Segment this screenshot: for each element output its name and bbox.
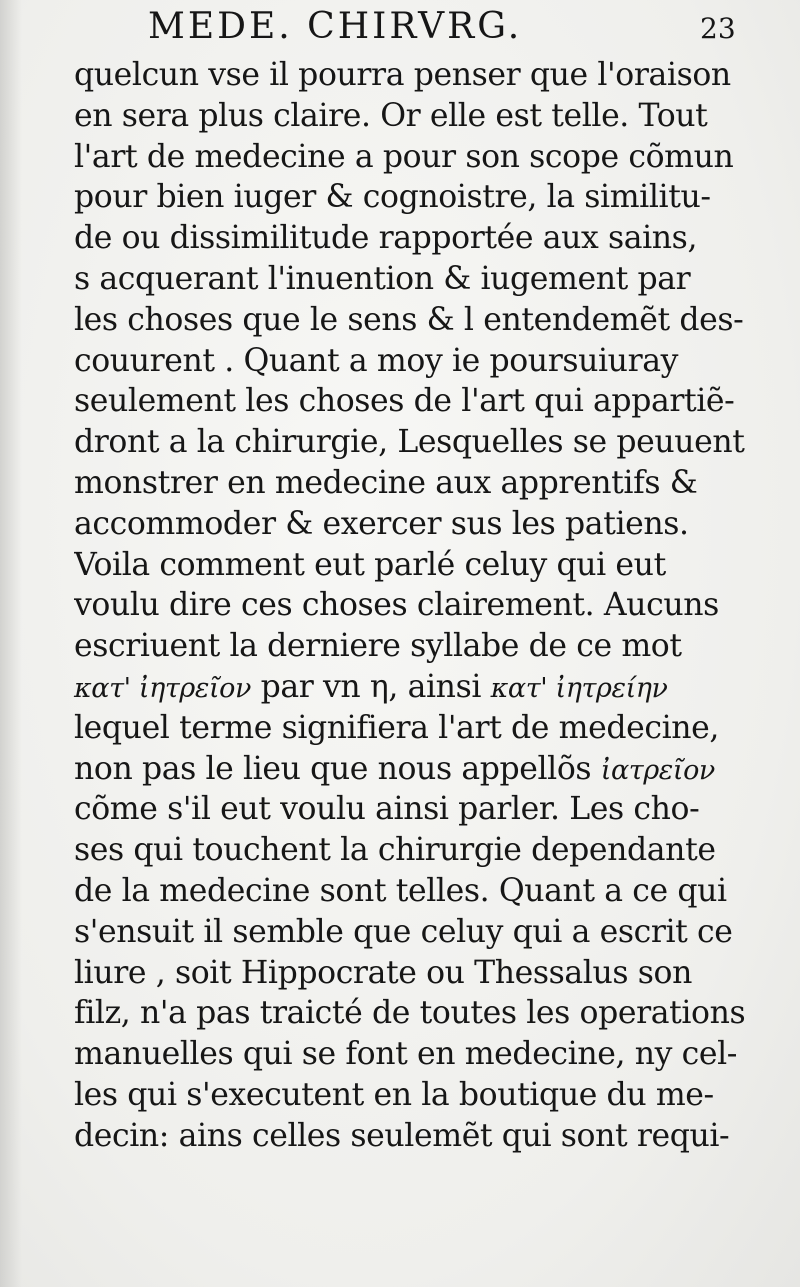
text-line: s acquerant l'inuention & iugement par (74, 260, 691, 297)
text-line: quelcun vse il pourra penser que l'oraison (74, 57, 731, 93)
greek-word: ἰατρεῖον (600, 754, 715, 786)
text-line: les qui s'executent en la boutique du me- (74, 1076, 714, 1113)
text-line: ses qui touchent la chirurgie dependante (74, 832, 716, 869)
greek-text-line (74, 667, 746, 708)
gutter-shadow (0, 0, 22, 1287)
text-line: couurent . Quant a moy ie poursuiuray (74, 342, 679, 379)
text-line: decin: ains celles seulemẽt qui sont requi- (74, 1117, 730, 1154)
text-line: de ou dissimilitude rapportée aux sains, (74, 220, 698, 257)
text-line: lequel terme signifiera l'art de medecine, (74, 709, 720, 746)
text-line: pour bien iuger & cognoistre, la similitu- (74, 179, 711, 216)
running-title: MEDE. CHIRVRG. (148, 6, 523, 47)
text-line: liure , soit Hippocrate ou Thessalus son (74, 954, 692, 991)
page-header (0, 0, 800, 52)
text-line: escriuent la derniere syllabe de ce mot (74, 628, 682, 665)
text-line: les choses que le sens & l entendemẽt des- (74, 301, 744, 338)
text-line: Voila comment eut parlé celuy qui eut (74, 546, 666, 583)
text-line: monstrer en medecine aux apprentifs & (74, 464, 698, 501)
greek-word: κατ' ἰητρείην (490, 672, 668, 704)
text-line: en sera plus claire. Or elle est telle. Tout (74, 97, 708, 134)
page-number: 23 (700, 12, 736, 45)
text-line: s'ensuit il semble que celuy qui a escrit ce (74, 913, 733, 950)
text-line: cõme s'il eut voulu ainsi parler. Les cho- (74, 791, 700, 828)
text-fragment: par vn η, ainsi (251, 668, 491, 705)
body-text (74, 55, 746, 1157)
text-line: l'art de medecine a pour son scope cõmun (74, 138, 734, 175)
text-line: de la medecine sont telles. Quant a ce qui (74, 872, 727, 909)
text-line: dront a la chirurgie, Lesquelles se peuuent (74, 424, 745, 461)
text-line: voulu dire ces choses clairement. Aucuns (74, 587, 719, 624)
text-line: accommoder & exercer sus les patiens. (74, 505, 689, 542)
greek-text-line (74, 749, 746, 790)
text-line: manuelles qui se font en medecine, ny cel- (74, 1036, 738, 1073)
text-line: filz, n'a pas traicté de toutes les operations (74, 995, 746, 1032)
text-fragment: non pas le lieu que nous appellõs (74, 750, 601, 787)
text-line: seulement les choses de l'art qui appartiẽ- (74, 383, 735, 420)
greek-word: κατ' ἰητρεῖον (74, 672, 251, 704)
